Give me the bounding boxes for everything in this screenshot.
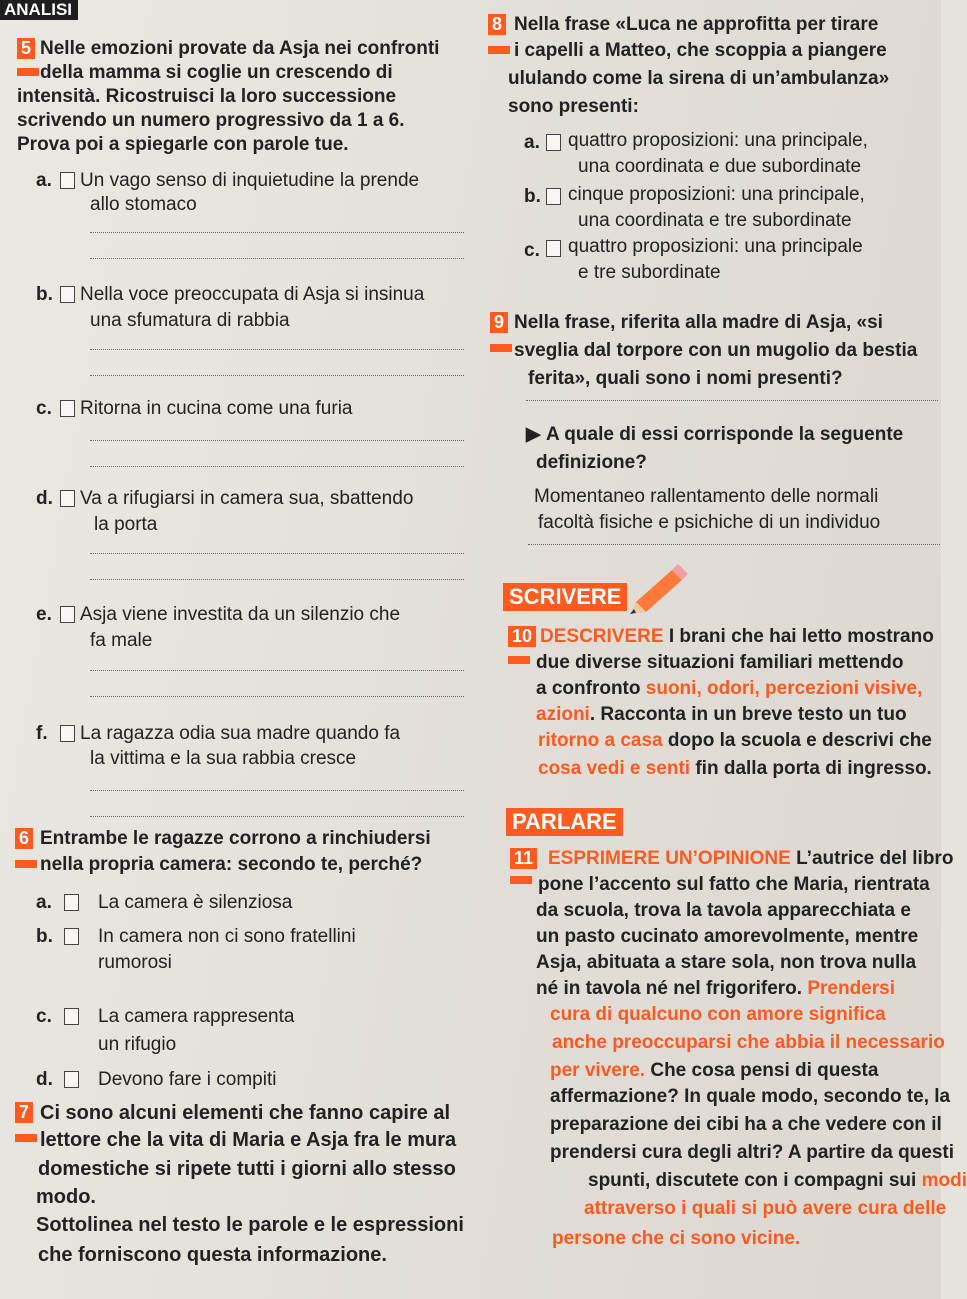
parlare-line <box>536 978 895 1000</box>
answer-line[interactable] <box>528 544 940 545</box>
answer-line[interactable] <box>90 375 464 376</box>
checkbox-6a[interactable] <box>64 894 79 911</box>
parlare-text: Che cosa pensi di questa <box>645 1060 879 1081</box>
tag-esprimere-opinione: ESPRIMERE UN’OPINIONE <box>548 848 791 869</box>
option-text: fa male <box>90 630 153 651</box>
option-text: Ritorna in cucina come una furia <box>80 398 353 419</box>
answer-line[interactable] <box>90 790 464 791</box>
q8-line: sono presenti: <box>508 96 639 117</box>
q9-definition: facoltà fisiche e psichiche di un individuo <box>538 512 881 533</box>
answer-line[interactable] <box>90 258 464 259</box>
exercise-number-7: 7 <box>15 1102 33 1123</box>
parlare-line: pone l’accento sul fatto che Maria, rientrata <box>538 874 930 895</box>
option-text: la vittima e la sua rabbia cresce <box>90 748 357 769</box>
parlare-highlight: Prendersi <box>807 978 895 999</box>
q7-line: che forniscono questa informazione. <box>38 1244 387 1266</box>
option-letter: c. <box>524 240 540 261</box>
parlare-text: spunti, discutete con i compagni sui <box>588 1170 922 1191</box>
difficulty-marker <box>17 68 39 76</box>
parlare-highlight: attraverso i quali si può avere cura delle <box>584 1198 947 1219</box>
option-letter: e. <box>36 604 52 625</box>
scrivere-text: a confronto <box>536 678 646 699</box>
answer-line[interactable] <box>526 400 938 401</box>
checkbox-6b[interactable] <box>64 928 79 945</box>
q5-line: scrivendo un numero progressivo da 1 a 6. <box>17 110 405 131</box>
q8-line: i capelli a Matteo, che scoppia a piangere <box>514 40 887 61</box>
checkbox-5b[interactable] <box>60 286 75 303</box>
checkbox-8c[interactable] <box>546 240 561 257</box>
q5-line: della mamma si coglie un crescendo di <box>40 62 393 83</box>
parlare-line: Asja, abituata a stare sola, non trova nulla <box>536 952 917 973</box>
option-text: quattro proposizioni: una principale <box>568 236 863 257</box>
option-text: una coordinata e due subordinate <box>578 156 862 177</box>
scrivere-line <box>538 730 932 752</box>
q9-line: Nella frase, riferita alla madre di Asja, «si <box>514 312 883 333</box>
tag-descrivere: DESCRIVERE <box>540 626 664 647</box>
q6-line: Entrambe le ragazze corrono a rinchiudersi <box>40 828 431 849</box>
exercise-number-6: 6 <box>15 828 33 849</box>
parlare-highlight: modi <box>921 1170 967 1191</box>
pencil-icon <box>628 562 688 612</box>
option-text: una coordinata e tre subordinate <box>578 210 852 231</box>
option-letter: b. <box>36 926 53 947</box>
option-text: Devono fare i compiti <box>98 1069 277 1090</box>
q9-subquestion: A quale di essi corrisponde la seguente <box>546 424 904 445</box>
difficulty-marker <box>15 1134 37 1142</box>
scrivere-line: due diverse situazioni familiari mettendo <box>536 652 904 673</box>
answer-line[interactable] <box>90 579 464 580</box>
q9-definition: Momentaneo rallentamento delle normali <box>534 486 879 507</box>
q6-line: nella propria camera: secondo te, perché? <box>40 854 423 875</box>
option-text: e tre subordinate <box>578 262 721 283</box>
exercise-number-9: 9 <box>490 312 508 333</box>
q9-line: ferita», quali sono i nomi presenti? <box>528 368 843 389</box>
answer-line[interactable] <box>90 670 464 671</box>
parlare-line: affermazione? In quale modo, secondo te, la <box>550 1086 951 1107</box>
parlare-line <box>588 1170 967 1192</box>
option-text: la porta <box>94 514 158 535</box>
parlare-line <box>550 1060 878 1082</box>
scrivere-line <box>538 758 932 780</box>
parlare-highlight: per vivere. <box>550 1060 646 1081</box>
option-letter: d. <box>36 1069 53 1090</box>
checkbox-5e[interactable] <box>60 606 75 623</box>
option-text: Va a rifugiarsi in camera sua, sbattendo <box>80 488 414 509</box>
checkbox-6d[interactable] <box>64 1071 79 1088</box>
answer-line[interactable] <box>90 816 464 817</box>
parlare-line: da scuola, trova la tavola apparecchiata e <box>536 900 911 921</box>
checkbox-6c[interactable] <box>64 1008 79 1025</box>
option-text: Asja viene investita da un silenzio che <box>80 604 401 625</box>
parlare-highlight: persone che ci sono vicine. <box>552 1228 801 1249</box>
q7-line: lettore che la vita di Maria e Asja fra le mura <box>40 1129 457 1151</box>
option-letter: b. <box>36 284 53 305</box>
option-letter: c. <box>36 398 52 419</box>
checkbox-5d[interactable] <box>60 490 75 507</box>
option-letter: f. <box>36 723 48 744</box>
difficulty-marker <box>488 46 510 54</box>
answer-line[interactable] <box>90 466 464 467</box>
option-text: una sfumatura di rabbia <box>90 310 290 331</box>
option-text: La ragazza odia sua madre quando fa <box>80 723 401 744</box>
q7-line: domestiche si ripete tutti i giorni allo stesso <box>38 1158 456 1180</box>
q5-line: Nelle emozioni provate da Asja nei confronti <box>40 38 440 59</box>
bullet-arrow-icon: ▶ <box>526 424 541 445</box>
scrivere-text: I brani che hai letto mostrano <box>668 626 934 647</box>
scrivere-text: dopo la scuola e descrivi che <box>662 730 932 751</box>
option-letter: a. <box>524 132 540 153</box>
parlare-highlight: cura di qualcuno con amore significa <box>550 1004 886 1025</box>
section-header: ANALISI <box>0 0 78 20</box>
q8-line: Nella frase «Luca ne approfitta per tirare <box>514 14 879 35</box>
option-text: La camera rappresenta <box>98 1006 295 1027</box>
scrivere-line <box>536 678 922 700</box>
parlare-line: prendersi cura degli altri? A partire da questi <box>550 1142 955 1163</box>
checkbox-5f[interactable] <box>60 725 75 742</box>
option-text: un rifugio <box>98 1034 177 1055</box>
scrivere-text: . Racconta in un breve testo un tuo <box>589 704 907 725</box>
scrivere-highlight: ritorno a casa <box>538 730 663 751</box>
difficulty-marker <box>15 860 37 868</box>
difficulty-marker <box>490 344 512 352</box>
scrivere-highlight: cosa vedi e senti <box>538 758 691 779</box>
exercise-number-8: 8 <box>488 14 506 35</box>
q9-line: sveglia dal torpore con un mugolio da bestia <box>514 340 918 361</box>
q9-subquestion: definizione? <box>536 452 647 473</box>
option-text: rumorosi <box>98 952 172 973</box>
option-letter: c. <box>36 1006 52 1027</box>
difficulty-marker <box>510 876 532 884</box>
checkbox-8b[interactable] <box>546 188 561 205</box>
q7-line: modo. <box>36 1186 96 1208</box>
q7-line: Ci sono alcuni elementi che fanno capire al <box>40 1102 451 1124</box>
q7-line: Sottolinea nel testo le parole e le espressioni <box>36 1214 464 1236</box>
scrivere-line <box>536 704 907 726</box>
option-letter: b. <box>524 186 541 207</box>
checkbox-5a[interactable] <box>60 172 75 189</box>
option-text: quattro proposizioni: una principale, <box>568 130 868 151</box>
answer-line[interactable] <box>90 232 464 233</box>
answer-line[interactable] <box>90 349 464 350</box>
scrivere-line <box>540 626 934 648</box>
parlare-line: preparazione dei cibi ha a che vedere con il <box>550 1114 942 1135</box>
q5-line: intensità. Ricostruisci la loro successione <box>17 86 397 107</box>
scrivere-text: fin dalla porta di ingresso. <box>690 758 932 779</box>
answer-line[interactable] <box>90 696 464 697</box>
exercise-number-5: 5 <box>17 38 35 59</box>
section-title-scrivere: SCRIVERE <box>503 583 627 611</box>
answer-line[interactable] <box>90 553 464 554</box>
scrivere-highlight: suoni, odori, percezioni visive, <box>645 678 923 699</box>
option-text: Nella voce preoccupata di Asja si insinua <box>80 284 425 305</box>
parlare-line: un pasto cucinato amorevolmente, mentre <box>536 926 919 947</box>
parlare-text: L’autrice del libro <box>796 848 954 869</box>
option-letter: a. <box>36 170 52 191</box>
option-letter: d. <box>36 488 53 509</box>
option-letter: a. <box>36 892 52 913</box>
option-text: allo stomaco <box>90 194 197 215</box>
exercise-number-11: 11 <box>510 848 537 869</box>
q5-line: Prova poi a spiegarle con parole tue. <box>17 134 349 155</box>
parlare-text: né in tavola né nel frigorifero. <box>536 978 808 999</box>
checkbox-5c[interactable] <box>60 400 75 417</box>
parlare-highlight: anche preoccuparsi che abbia il necessario <box>552 1032 945 1053</box>
exercise-number-10: 10 <box>508 626 536 647</box>
answer-line[interactable] <box>90 440 464 441</box>
q8-line: ululando come la sirena di un’ambulanza» <box>508 68 890 89</box>
checkbox-8a[interactable] <box>546 134 561 151</box>
section-title-parlare: PARLARE <box>506 808 623 836</box>
option-text: Un vago senso di inquietudine la prende <box>80 170 420 191</box>
difficulty-marker <box>508 656 530 664</box>
option-text: In camera non ci sono fratellini <box>98 926 356 947</box>
option-text: La camera è silenziosa <box>98 892 293 913</box>
parlare-line <box>548 848 953 870</box>
scrivere-highlight: azioni <box>536 704 590 725</box>
option-text: cinque proposizioni: una principale, <box>568 184 865 205</box>
